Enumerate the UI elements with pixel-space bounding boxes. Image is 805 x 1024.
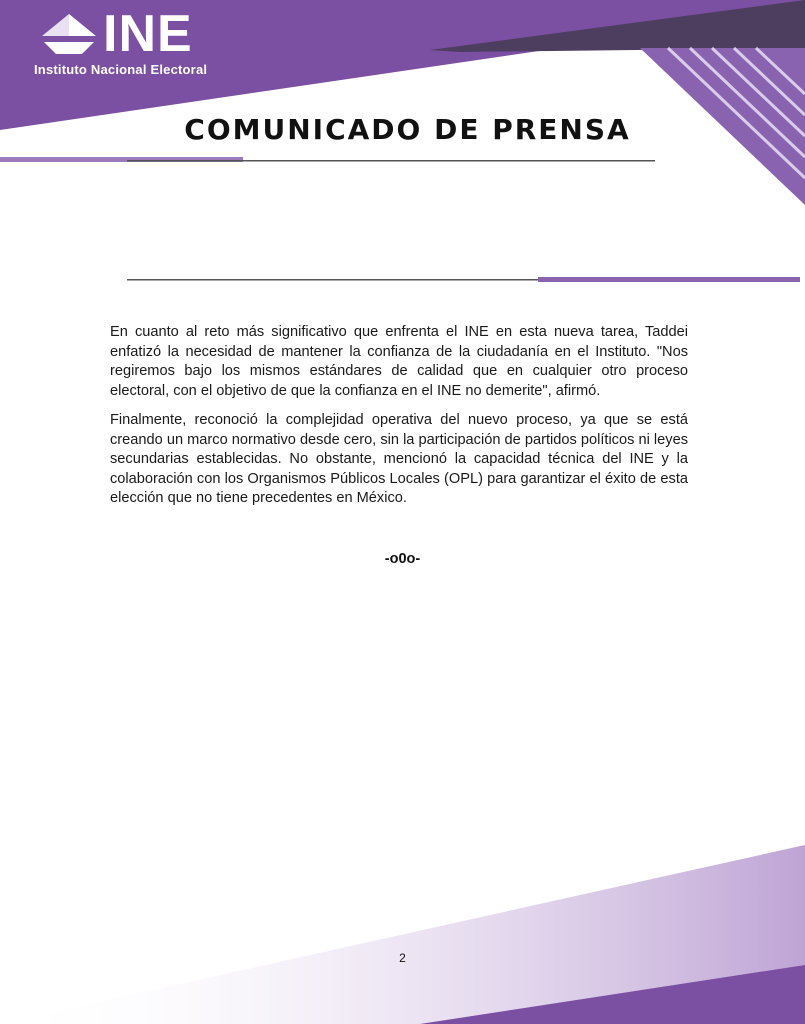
paragraph: Finalmente, reconoció la complejidad operativa del nuevo proceso, ya que se está creando un marco normativo desde cero, sin la participación de partidos políticos ni leyes secundarias establecidas. No obstante, mencionó la capacidad técnica del INE y la colaboración con los Organismos Públicos Locales (OPL) para garantizar el éxito de esta elección que no tiene precedentes en México. [110, 412, 688, 506]
divider-accent [538, 277, 800, 282]
page-number: 2 [399, 951, 406, 965]
paragraph: En cuanto al reto más significativo que enfrenta el INE en esta nueva tarea, Taddei enfatizó la necesidad de mantener la confianza de la ciudadanía en el Instituto. "Nos regiremos bajo los mismos estándares de calidad que en cualquier otro proceso electoral, con el objetivo de que la confianza en el INE no demerite", afirmó. [110, 324, 688, 399]
logo-subtitle: Instituto Nacional Electoral [34, 62, 208, 77]
ine-logo-icon [38, 12, 100, 56]
logo-text: INE [103, 5, 193, 63]
title-underline [127, 160, 655, 162]
closing-mark: -o0o- [384, 551, 421, 567]
press-release-body [110, 323, 688, 519]
page-title: COMUNICADO DE PRENSA [184, 113, 631, 146]
